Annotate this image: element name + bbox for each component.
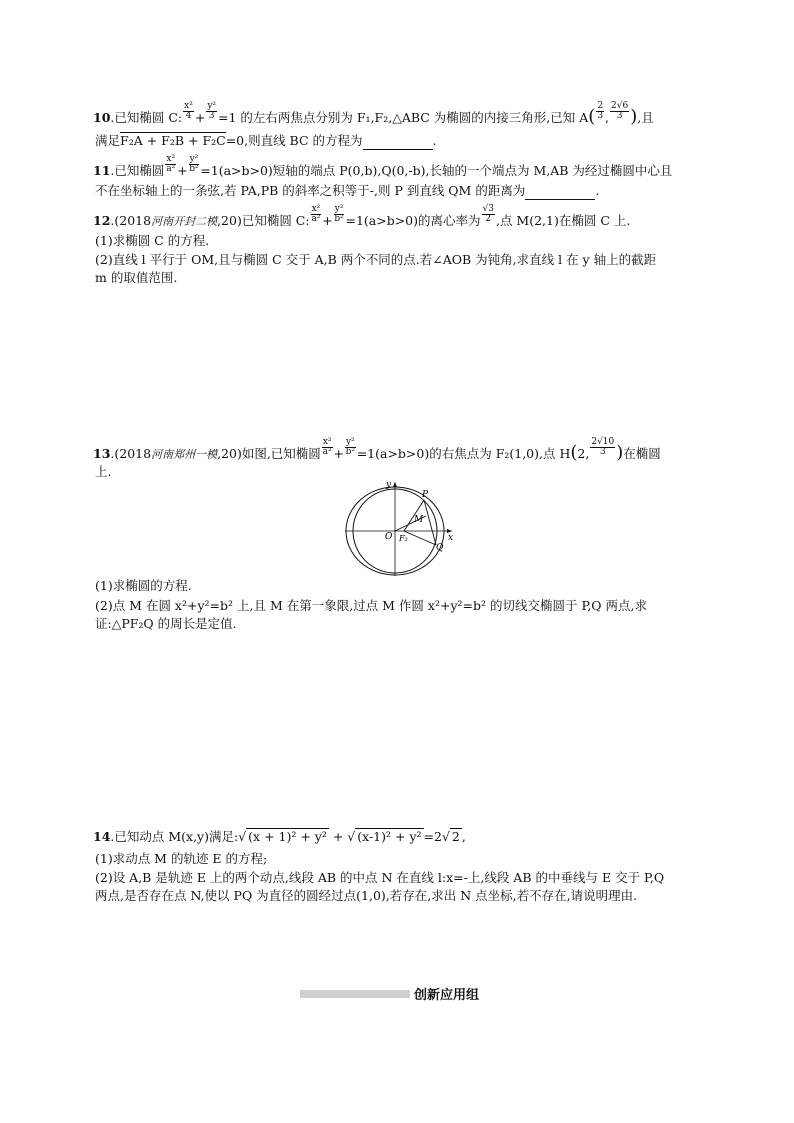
q14-number: 14 <box>93 829 111 844</box>
q11-end: . <box>595 183 600 198</box>
q12-frac-x <box>311 205 322 224</box>
q10-point-x <box>596 102 604 121</box>
q10-text-c: ,且 <box>637 110 654 125</box>
q13-h-num: 2√10 <box>591 437 615 447</box>
q11-f2n: y² <box>189 154 199 164</box>
q13-line2: 上. <box>95 464 112 479</box>
segment-f2q <box>404 531 436 545</box>
label-x: x <box>448 533 454 543</box>
q12-text-d: ,点 M(2,1)在椭圆 C 上. <box>495 213 631 228</box>
section-bar <box>300 990 410 998</box>
q14-eq: =2 <box>423 829 442 844</box>
q10-frac-y <box>206 102 217 121</box>
q13-frac-y <box>345 438 356 457</box>
q11-f2d: b² <box>189 164 199 174</box>
q11-frac-x <box>165 155 176 174</box>
q13-f1d: a² <box>322 447 332 457</box>
q14-text-a: .已知动点 M(x,y)满足: <box>110 829 239 844</box>
q13-number: 13 <box>93 446 111 461</box>
q14-part2a: (2)设 A,B 是轨迹 E 上的两个动点,线段 AB 的中点 N 在直线 l:x=-上,线段 AB 的中垂线与 E 交于 P,Q <box>95 870 665 885</box>
label-y: y <box>386 480 392 490</box>
q11-line1: 11.已知椭圆 $\frac{\text{x²}}{\text{a²}}$ + $\frac{\text{y²}}{\text{b²}}$ =1(a>b>0)短轴的端点 P(0,b),Q(0,-b),长轴的一个端点为 M,AB 为经过椭圆中心且 <box>93 154 673 178</box>
q13-text-b: ,20)如图,已知椭圆 <box>217 446 321 461</box>
q10-frac-x <box>183 102 194 121</box>
q13-line1: 13.(2018河南郑州一模,20)如图,已知椭圆 $\frac{\text{x²}}{\text{a²}}$ + $\frac{\text{y²}}{\text{b²}}$ =1(a>b>0)的右焦点为 F₂(1,0),点 H(2, $\frac{2√10}{3}$ )在椭圆 <box>93 437 661 463</box>
q12-frac-y <box>334 205 345 224</box>
q12-f2n: y² <box>334 204 344 214</box>
q12-eccentricity <box>482 205 495 224</box>
q10-lparen: ( <box>588 106 596 127</box>
label-m: M <box>414 515 424 525</box>
q10-line2 <box>95 132 437 150</box>
q13-frac-x <box>322 438 333 457</box>
q10-rparen: ) <box>630 106 638 127</box>
label-o: O <box>385 532 393 542</box>
q11-text-b: =1(a>b>0)短轴的端点 P(0,b),Q(0,-b),长轴的一个端点为 M,AB 为经过椭圆中心且 <box>200 163 673 178</box>
q10-frac2-den: 3 <box>208 111 215 121</box>
q13-text-a: .(2018 <box>110 446 152 461</box>
q13-f1n: x² <box>322 437 332 447</box>
q13-ellipse-figure <box>340 478 460 578</box>
q12-e-num: √3 <box>482 204 494 214</box>
q10-answer-blank <box>363 137 433 150</box>
q10-pt-num1: 2 <box>597 101 604 111</box>
q13-h-x: 2, <box>577 446 590 461</box>
q10-plus: + <box>194 110 206 125</box>
q10-point-y <box>610 102 629 121</box>
q12-line1: 12.(2018河南开封二模,20)已知椭圆 C: $\frac{\text{x²}}{\text{a²}}$ + $\frac{\text{y²}}{\text{b²}}$ =1(a>b>0)的离心率为 $\frac{√3}{2}$ ,点 M(2,1)在椭圆 C 上. <box>93 204 631 228</box>
q11-f1d: a² <box>166 164 176 174</box>
q10-line1: 10.已知椭圆 C: $\frac{\text{x²}}{4}$ + $\frac{\text{y²}}{3}$ =1 的左右两焦点分别为 F₁,F₂,△ABC 为椭圆的内接三角形,已知 A( $\frac{2}{3}$ , $\frac{2√6}{3}$ ),且 <box>93 101 654 127</box>
q13-lparen: ( <box>570 442 578 463</box>
q12-text-a: .(2018 <box>110 213 152 228</box>
q10-vector-expr: F₂A + F₂B + F₂C <box>120 133 226 148</box>
q14-line1 <box>93 828 466 846</box>
q12-part1: (1)求椭圆 C 的方程. <box>95 233 210 248</box>
q10-frac2-num: y² <box>207 101 217 111</box>
q12-f1d: a² <box>311 214 321 224</box>
q14-sqrt1: √ (x + 1)² + y² <box>238 829 327 844</box>
q14-part1: (1)求动点 M 的轨迹 E 的方程; <box>95 851 268 866</box>
q13-text-d: 在椭圆 <box>623 446 661 461</box>
q14-sqrt2: √ (x-1)² + y² <box>347 829 422 844</box>
q13-text-c: =1(a>b>0)的右焦点为 F₂(1,0),点 H <box>356 446 571 461</box>
q10-frac1-den: 4 <box>185 111 192 121</box>
q10-text-b: =1 的左右两焦点分别为 F₁,F₂,△ABC 为椭圆的内接三角形,已知 A <box>218 110 589 125</box>
label-p: P <box>422 490 429 500</box>
q11-line2 <box>95 182 599 200</box>
q11-answer-blank <box>525 187 595 200</box>
q13-h-den: 3 <box>599 447 606 457</box>
q13-h-y <box>590 438 615 457</box>
q10-pt-num2: 2√6 <box>611 101 629 111</box>
q12-part2b: m 的取值范围. <box>95 270 178 285</box>
q13-part2a: (2)点 M 在圆 x²+y²=b² 上,且 M 在第一象限,过点 M 作圆 x²+y²=b² 的切线交椭圆于 P,Q 两点,求 <box>95 598 647 613</box>
q10-line2-a: 满足 <box>95 133 121 148</box>
q12-f2d: b² <box>334 214 344 224</box>
q12-part2a: (2)直线 l 平行于 OM,且与椭圆 C 交于 A,B 两个不同的点.若∠AOB 为钝角,求直线 l 在 y 轴上的截距 <box>95 252 657 267</box>
q13-f2d: b² <box>345 447 356 457</box>
q12-number: 12 <box>93 213 111 228</box>
label-q: Q <box>436 543 444 553</box>
q11-frac-y <box>189 155 200 174</box>
q10-pt-den2: 3 <box>616 111 623 121</box>
q13-part2b: 证:△PF₂Q 的周长是定值. <box>95 616 237 631</box>
q14-sqrt3: √ 2 <box>441 829 460 844</box>
q11-line2-text: 不在坐标轴上的一条弦,若 PA,PB 的斜率之积等于-,则 P 到直线 QM 的距离为 <box>95 183 526 198</box>
q10-end: . <box>432 133 437 148</box>
q12-text-c: =1(a>b>0)的离心率为 <box>345 213 481 228</box>
q12-text-b: ,20)已知椭圆 C: <box>217 213 310 228</box>
y-axis-arrow <box>393 482 397 487</box>
q11-number: 11 <box>93 163 111 178</box>
tangent-line <box>424 500 436 545</box>
q11-f1n: x² <box>166 154 176 164</box>
q13-source: 河南郑州一模 <box>151 448 218 461</box>
q13-f2n: y² <box>345 437 355 447</box>
q10-pt-den1: 3 <box>597 111 604 121</box>
q12-f1n: x² <box>311 204 321 214</box>
q14-root1: (x + 1)² + y² <box>248 829 327 844</box>
q10-number: 10 <box>93 110 111 125</box>
q12-source: 河南开封二模 <box>151 215 218 228</box>
q14-root2: (x-1)² + y² <box>357 829 422 844</box>
q14-plus: + <box>328 829 348 844</box>
q10-frac1-num: x² <box>184 101 193 111</box>
q14-comma: , <box>461 829 466 844</box>
q11-text-a: .已知椭圆 <box>110 163 165 178</box>
q10-text-a: .已知椭圆 C: <box>110 110 183 125</box>
q13-rparen: ) <box>616 442 624 463</box>
q12-e-den: 2 <box>485 214 492 224</box>
section-title: 创新应用组 <box>414 988 480 1003</box>
q10-line2-b: =0,则直线 BC 的方程为 <box>225 133 363 148</box>
q14-part2b: 两点,是否存在点 N,使以 PQ 为直径的圆经过点(1,0),若存在,求出 N 点坐标,若不存在,请说明理由. <box>95 888 638 903</box>
q13-part1: (1)求椭圆的方程. <box>95 578 192 593</box>
label-f2: F₂ <box>399 534 408 543</box>
q14-rhs: 2 <box>451 829 460 844</box>
